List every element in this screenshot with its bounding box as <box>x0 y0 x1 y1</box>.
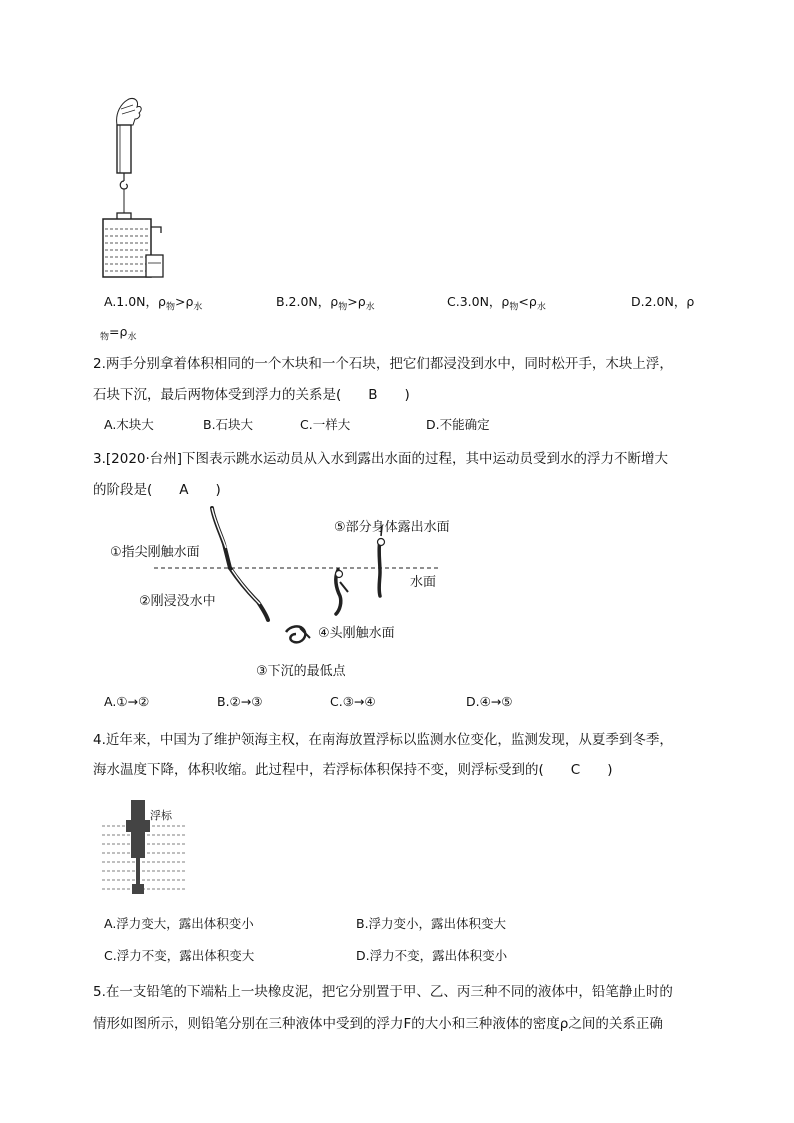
q3-option-b: B.②→③ <box>217 694 263 709</box>
q3-water-label: 水面 <box>410 575 437 590</box>
q3-label-5: ⑤部分身体露出水面 <box>334 520 450 535</box>
q4-line-1: 4.近年来，中国为了维护领海主权，在南海放置浮标以监测水位变化，监测发现，从夏季到冬季， <box>93 732 673 748</box>
q1-option-d-wrap: $_物=\rho_水$ <box>100 324 137 343</box>
q4-option-c: C.浮力不变，露出体积变大 <box>104 948 255 963</box>
q4-option-d: D.浮力不变，露出体积变小 <box>356 948 508 963</box>
q1-option-d: D.2.0N，ρ <box>631 294 695 309</box>
spring-scale-figure <box>95 95 175 280</box>
q3-label-3: ③下沉的最低点 <box>256 664 346 679</box>
q1-option-c: C.3.0N，$\rho_物<\rho_水$ <box>447 294 546 313</box>
q4-line-2: 海水温度下降，体积收缩。此过程中，若浮标体积保持不变，则浮标受到的( C ) <box>93 762 613 778</box>
q4-option-a: A.浮力变大，露出体积变小 <box>104 916 254 931</box>
q3-label-2: ②刚浸没水中 <box>139 594 216 609</box>
q1-option-b: B.2.0N，$\rho_物>\rho_水$ <box>276 294 375 313</box>
q3-line-1: 3.[2020·台州]下图表示跳水运动员从入水到露出水面的过程，其中运动员受到水的浮力不断增大 <box>93 451 669 467</box>
q2-option-a: A.木块大 <box>104 417 154 432</box>
q3-label-1: ①指尖刚触水面 <box>110 545 200 560</box>
q3-option-c: C.③→④ <box>330 694 376 709</box>
q2-option-d: D.不能确定 <box>426 417 490 432</box>
q2-option-b: B.石块大 <box>203 417 254 432</box>
buoy-figure <box>100 798 190 898</box>
q3-option-a: A.①→② <box>104 694 150 709</box>
q1-option-a: A.1.0N，$\rho_物>\rho_水$ <box>104 294 203 313</box>
q3-label-4: ④头刚触水面 <box>318 626 395 641</box>
q2-line-1: 2.两手分别拿着体积相同的一个木块和一个石块，把它们都浸没到水中，同时松开手，木块上浮， <box>93 356 673 372</box>
q2-line-2: 石块下沉，最后两物体受到浮力的关系是( B ) <box>93 387 410 403</box>
q3-line-2: 的阶段是( A ) <box>93 482 221 498</box>
q5-line-1: 5.在一支铅笔的下端粘上一块橡皮泥，把它分别置于甲、乙、丙三种不同的液体中，铅笔静止时的 <box>93 984 673 1000</box>
q4-option-b: B.浮力变小，露出体积变大 <box>356 916 507 931</box>
q4-buoy-label: 浮标 <box>150 809 172 822</box>
q5-line-2: 情形如图所示，则铅笔分别在三种液体中受到的浮力F的大小和三种液体的密度ρ之间的关系正确 <box>93 1016 663 1032</box>
q2-option-c: C.一样大 <box>300 417 351 432</box>
q3-option-d: D.④→⑤ <box>466 694 513 709</box>
